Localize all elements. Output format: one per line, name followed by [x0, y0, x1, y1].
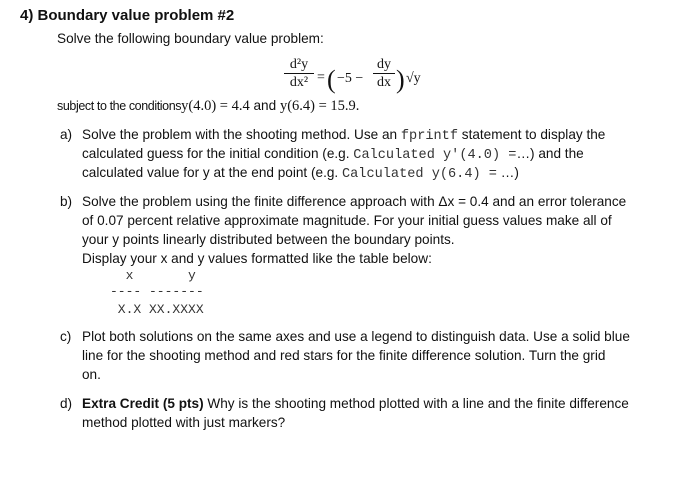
part-d-line-1-text: Why is the shooting method plotted with a line and the finite difference	[203, 396, 629, 411]
first-derivative-denominator: dx	[377, 75, 391, 90]
part-a-line-2	[82, 146, 584, 163]
part-b-line-2: of 0.07 percent relative approximate magnitude. For your initial guess values make all of	[82, 213, 612, 228]
part-a-line-1	[82, 127, 605, 144]
part-d-line-1	[82, 396, 629, 411]
boundary-conditions	[57, 98, 359, 115]
first-derivative-numerator: dy	[377, 57, 391, 72]
endpoint-example-code: Calculated y(6.4) =	[341, 167, 497, 182]
part-d-label: d)	[60, 396, 73, 411]
part-c-line-1: Plot both solutions on the same axes and use a legend to distinguish data. Use a solid blue	[82, 329, 630, 344]
table-rule: ---- -------	[110, 284, 204, 299]
extra-credit-label: Extra Credit (5 pts)	[82, 396, 204, 411]
part-a-line-2-end: …) and the	[516, 146, 584, 161]
part-a-line-1-end: statement to display the	[458, 127, 606, 142]
part-b-line-3: your y points linearly distributed between the boundary points.	[82, 232, 455, 247]
problem-heading: 4) Boundary value problem #2	[20, 7, 235, 24]
first-derivative-fraction	[373, 57, 395, 90]
conditions-and: and	[249, 98, 280, 113]
part-b-line-4: Display your x and y values formatted like the table below:	[82, 251, 432, 266]
part-a-line-3	[82, 165, 519, 182]
right-paren: )	[396, 65, 405, 94]
condition-left: y(4.0) = 4.4	[181, 98, 250, 114]
part-b-label: b)	[60, 194, 73, 209]
part-c-label: c)	[60, 329, 72, 344]
part-b-line-1: Solve the problem using the finite difference approach with Δx = 0.4 and an error tolerance	[82, 194, 627, 209]
left-paren: (	[327, 65, 336, 94]
part-a-line-3-text: calculated value for y at the end point (e.g.	[82, 165, 342, 180]
second-derivative-numerator: d²y	[289, 57, 309, 72]
conditions-prefix: subject to the conditions	[57, 99, 182, 113]
part-a-line-2-text: calculated guess for the initial condition (e.g.	[82, 146, 354, 161]
part-c-line-2: line for the shooting method and red stars for the finite difference solution. Turn the grid	[82, 348, 606, 363]
second-derivative-fraction	[284, 57, 314, 90]
part-a-line-1-text: Solve the problem with the shooting method. Use an	[82, 127, 401, 142]
sqrt-y-term: √y	[406, 71, 421, 86]
table-header: x y	[110, 268, 196, 283]
part-a-line-3-end: …)	[496, 165, 519, 180]
part-a-label: a)	[60, 127, 73, 142]
equals-sign: =	[317, 70, 325, 85]
problem-intro: Solve the following boundary value problem:	[57, 31, 324, 46]
part-d-line-2: method plotted with just markers?	[82, 415, 286, 430]
part-c-line-3: on.	[82, 367, 101, 382]
condition-right: y(6.4) = 15.9.	[279, 98, 360, 114]
fprintf-code: fprintf	[400, 129, 458, 144]
second-derivative-denominator: dx²	[289, 75, 309, 90]
table-row: X.X XX.XXXX	[110, 302, 204, 317]
guess-example-code: Calculated y'(4.0) =	[353, 148, 517, 163]
minus-five-term: −5 −	[337, 71, 364, 86]
